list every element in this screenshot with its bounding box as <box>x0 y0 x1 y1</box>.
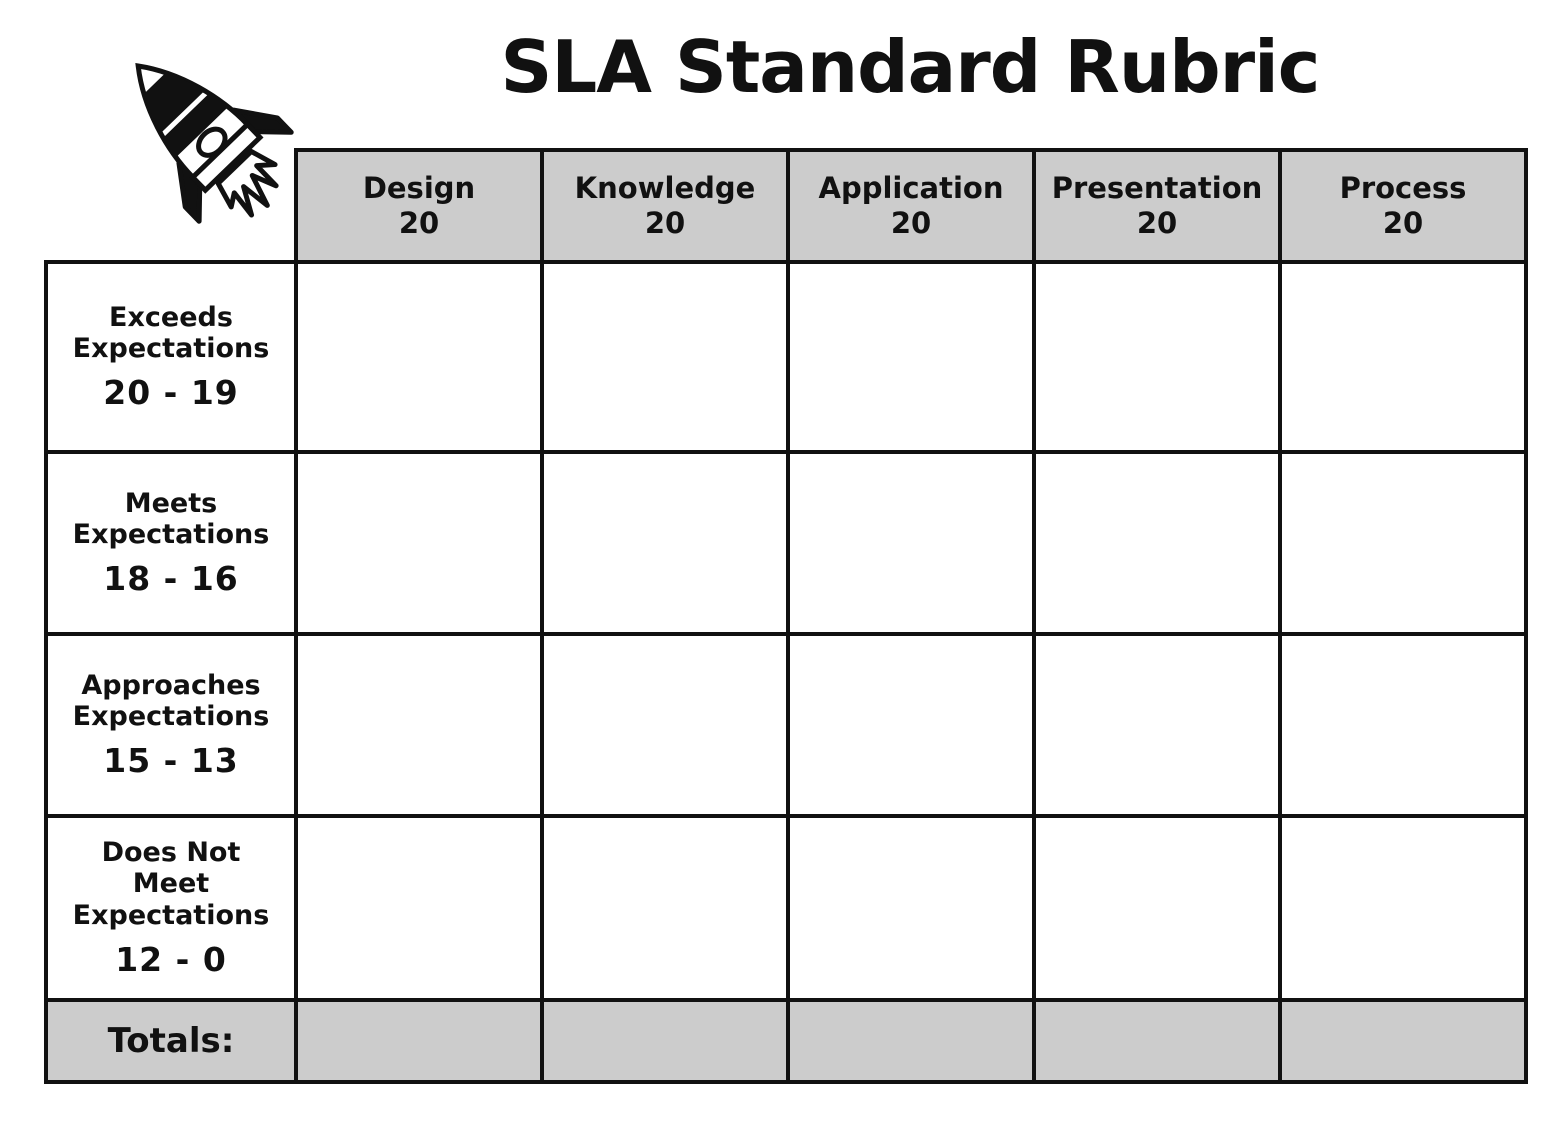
cell-approaches-process[interactable] <box>1280 634 1526 816</box>
totals-cell-process[interactable] <box>1280 1000 1526 1082</box>
cell-exceeds-application[interactable] <box>788 262 1034 452</box>
table-row <box>46 262 1526 452</box>
column-header-knowledge <box>542 150 788 262</box>
column-header-application-label: Application <box>818 170 1004 205</box>
column-header-design <box>296 150 542 262</box>
row-label-exceeds-expectations <box>46 262 296 452</box>
cell-exceeds-presentation[interactable] <box>1034 262 1280 452</box>
row-label-line1: Does Not <box>101 836 241 868</box>
row-label-meets-expectations <box>46 452 296 634</box>
cell-doesnotmeet-application[interactable] <box>788 816 1034 1000</box>
column-header-application <box>788 150 1034 262</box>
column-header-application-points: 20 <box>890 206 932 240</box>
cell-meets-application[interactable] <box>788 452 1034 634</box>
cell-exceeds-process[interactable] <box>1280 262 1526 452</box>
row-label-line1: Approaches <box>81 669 261 701</box>
table-row <box>46 452 1526 634</box>
row-score-range: 20 - 19 <box>103 373 239 413</box>
totals-row <box>46 1000 1526 1082</box>
column-header-presentation-points: 20 <box>1136 206 1178 240</box>
row-score-range: 12 - 0 <box>115 939 227 979</box>
rubric-table <box>44 148 1528 1084</box>
table-row <box>46 634 1526 816</box>
totals-cell-presentation[interactable] <box>1034 1000 1280 1082</box>
totals-label: Totals: <box>46 1000 296 1082</box>
column-header-process-label: Process <box>1339 170 1467 205</box>
column-header-design-points: 20 <box>398 206 440 240</box>
cell-approaches-design[interactable] <box>296 634 542 816</box>
cell-exceeds-design[interactable] <box>296 262 542 452</box>
cell-meets-process[interactable] <box>1280 452 1526 634</box>
cell-approaches-knowledge[interactable] <box>542 634 788 816</box>
cell-doesnotmeet-presentation[interactable] <box>1034 816 1280 1000</box>
table-row <box>46 816 1526 1000</box>
column-header-process <box>1280 150 1526 262</box>
cell-exceeds-knowledge[interactable] <box>542 262 788 452</box>
totals-cell-application[interactable] <box>788 1000 1034 1082</box>
totals-cell-design[interactable] <box>296 1000 542 1082</box>
table-corner-cell <box>46 150 296 262</box>
cell-meets-presentation[interactable] <box>1034 452 1280 634</box>
row-label-line2: Expectations <box>72 332 270 364</box>
row-label-line2: Meet <box>132 868 210 900</box>
cell-approaches-application[interactable] <box>788 634 1034 816</box>
row-label-line3: Expectations <box>72 899 270 931</box>
page-title: SLA Standard Rubric <box>500 25 1320 109</box>
cell-doesnotmeet-design[interactable] <box>296 816 542 1000</box>
cell-doesnotmeet-process[interactable] <box>1280 816 1526 1000</box>
column-header-process-points: 20 <box>1382 206 1424 240</box>
cell-approaches-presentation[interactable] <box>1034 634 1280 816</box>
column-header-knowledge-label: Knowledge <box>574 170 756 205</box>
row-score-range: 15 - 13 <box>103 741 239 781</box>
row-label-line1: Meets <box>124 487 218 519</box>
row-label-line1: Exceeds <box>109 301 233 333</box>
row-label-does-not-meet-expectations <box>46 816 296 1000</box>
table-header-row <box>46 150 1526 262</box>
row-label-line2: Expectations <box>72 700 270 732</box>
cell-doesnotmeet-knowledge[interactable] <box>542 816 788 1000</box>
column-header-presentation <box>1034 150 1280 262</box>
column-header-design-label: Design <box>362 170 476 205</box>
row-label-approaches-expectations <box>46 634 296 816</box>
cell-meets-design[interactable] <box>296 452 542 634</box>
totals-cell-knowledge[interactable] <box>542 1000 788 1082</box>
cell-meets-knowledge[interactable] <box>542 452 788 634</box>
row-score-range: 18 - 16 <box>103 559 239 599</box>
row-label-line2: Expectations <box>72 518 270 550</box>
column-header-knowledge-points: 20 <box>644 206 686 240</box>
column-header-presentation-label: Presentation <box>1051 170 1263 205</box>
